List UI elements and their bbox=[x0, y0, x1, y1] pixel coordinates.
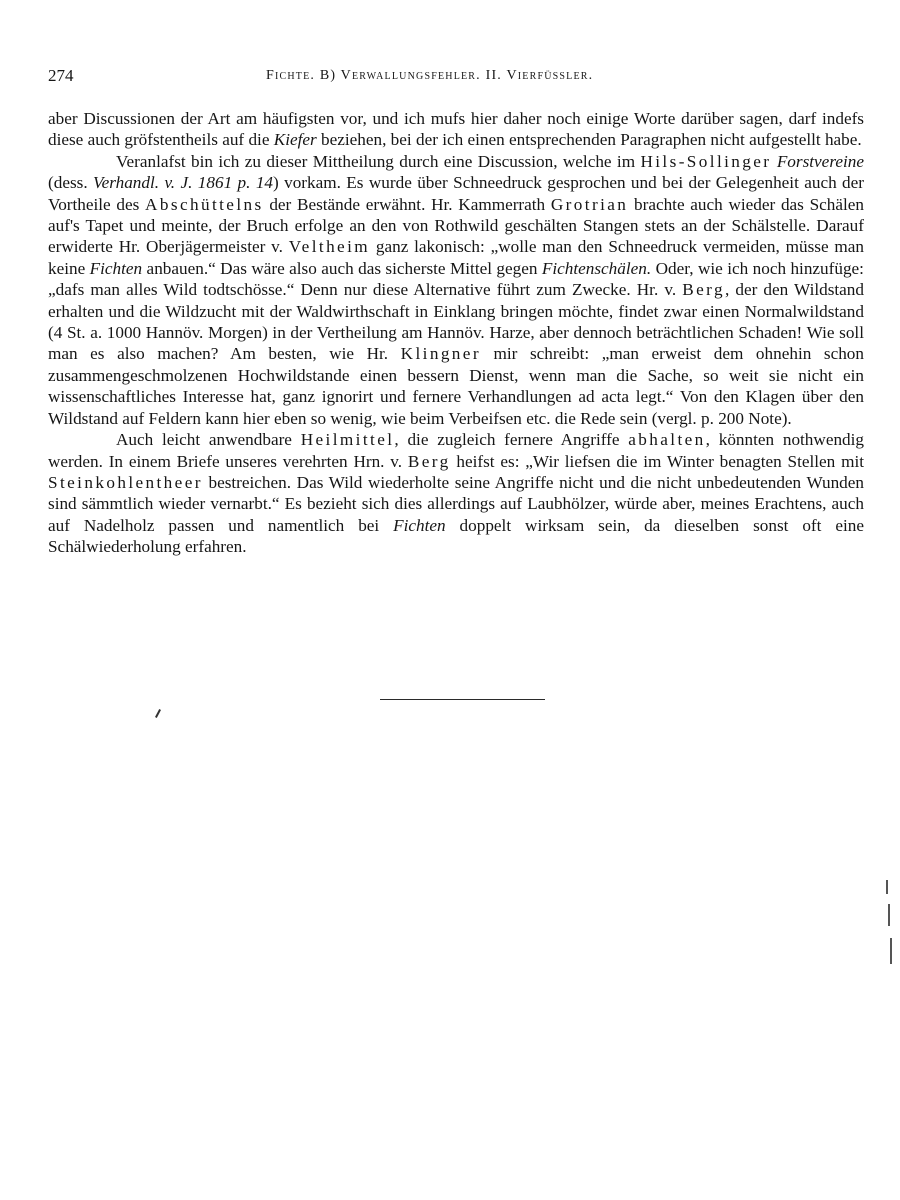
emphasis-fichtenschaelen: Fichtenschälen. bbox=[541, 258, 652, 278]
citation-verhandl: Verhandl. v. J. 1861 p. 14 bbox=[93, 173, 274, 193]
spaced-klingner: Klingner bbox=[400, 344, 481, 364]
text-run: Auch leicht anwendbare bbox=[116, 430, 301, 450]
text-run: beziehen, bei der ich einen entsprechenden Paragraphen nicht aufgestellt habe. bbox=[316, 130, 862, 150]
body-text bbox=[48, 108, 864, 558]
emphasis-kiefer: Kiefer bbox=[273, 130, 317, 150]
emphasis-forstvereine: Forstvereine bbox=[776, 151, 864, 171]
paragraph-2 bbox=[48, 151, 864, 429]
text-run: mir schreibt: „man erweist dem ohnehin schon zusammengeschmolzenen Hochwildstande einen bessern Dienst, wenn man die Sache, so weit sie nicht ein wissenschaftliches Interesse hat, ganz ignorirt und fernere Verhandlungen ad acta legt.“ Von den Klagen über den Wildstand auf Feldern kann hier eben so wenig, wie beim Verbeifsen etc. die Rede sein (vergl. p. 200 Note). bbox=[48, 344, 864, 428]
running-head bbox=[48, 66, 868, 88]
text-run: heifst es: „Wir liefsen die im Winter benagten Stellen mit bbox=[450, 451, 864, 471]
spaced-steinkohlentheer: Steinkohlentheer bbox=[48, 472, 203, 492]
spaced-berg: Berg bbox=[682, 280, 725, 300]
spaced-hils-sollinger: Hils-Sollinger bbox=[640, 151, 772, 171]
spaced-abhalten: abhalten bbox=[628, 430, 706, 450]
spaced-grotrian: Grotrian bbox=[550, 194, 629, 214]
text-run: ganz lakonisch: „wolle man den Schneedruck vermeiden, müsse man keine bbox=[48, 237, 864, 278]
spaced-berg: Berg bbox=[407, 451, 451, 471]
text-run: bestreichen. Das Wild wiederholte seine Angriffe nicht und die nicht unbedeutenden Wunden sind sämmtlich wieder vernarbt.“ Es bezieht sich dies allerdings auf Laubhölzer, würde aber, meines Erachtens, auch auf Nadelholz passen und namentlich bei bbox=[48, 472, 864, 535]
scan-edge-mark bbox=[888, 904, 890, 926]
scan-edge-marks bbox=[884, 880, 894, 970]
text-run: der Bestände erwähnt. Hr. Kammerrath bbox=[263, 194, 551, 214]
spaced-abschuettelns: Abschüttelns bbox=[145, 194, 264, 214]
text-run: ) vorkam. Es wurde über Schneedruck gesprochen und bei der Gelegenheit auch der Vortheile des bbox=[48, 173, 865, 214]
text-run: anbauen.“ Das wäre also auch das sicherste Mittel gegen bbox=[142, 258, 542, 278]
scan-edge-mark bbox=[890, 938, 892, 964]
text-run: Oder, wie ich noch hinzufüge: „dafs man alles Wild todtschösse.“ Denn nur diese Alternative führt zum Zwecke. Hr. v. bbox=[48, 258, 864, 300]
text-run: brachte auch wieder das Schälen auf's Tapet und meinte, der Bruch erfolge an den von Rothwild geschälten Stangen stets an der Schälstelle. Darauf erwiderte Hr. Oberjägermeister v. bbox=[48, 194, 864, 257]
text-run: aber Discussionen der Art am häufigsten vor, und ich mufs hier daher noch einige Worte darüber sagen, darf indefs diese auch gröfstentheils auf die bbox=[48, 109, 864, 150]
paragraph-3 bbox=[48, 429, 864, 557]
text-run: Veranlafst bin ich zu dieser Mittheilung durch eine Discussion, welche im bbox=[116, 151, 641, 171]
spaced-heilmittel: Heilmittel bbox=[300, 430, 395, 450]
emphasis-fichten: Fichten bbox=[393, 515, 446, 535]
section-end-rule bbox=[380, 699, 545, 700]
paragraph-1 bbox=[48, 108, 864, 151]
text-run: doppelt wirksam sein, da dieselben sonst oft eine Schälwiederholung erfahren. bbox=[48, 515, 864, 557]
running-title: Fichte. B) Verwallungsfehler. II. Vierfüssler. bbox=[266, 68, 594, 83]
text-run: , könnten nothwendig werden. In einem Briefe unseres verehrten Hrn. v. bbox=[48, 430, 865, 471]
spaced-veltheim: Veltheim bbox=[288, 237, 371, 257]
text-run: (dess. bbox=[48, 173, 94, 193]
emphasis-fichten: Fichten bbox=[89, 258, 143, 278]
page-number: 274 bbox=[48, 66, 74, 85]
text-run: , der den Wildstand erhalten und die Wildzucht mit der Waldwirthschaft in Einklang bringen möchte, findet zwar einen Normalwildstand (4 St. a. 1000 Hannöv. Morgen) in der Vertheilung am Hannöv. Harze, aber dennoch beträchtlichen Schaden! Wie soll man es also machen? Am besten, wie Hr. bbox=[48, 280, 864, 364]
scan-speck bbox=[155, 709, 161, 718]
text-run: , die zugleich fernere Angriffe bbox=[394, 430, 629, 450]
scan-edge-mark bbox=[886, 880, 888, 894]
